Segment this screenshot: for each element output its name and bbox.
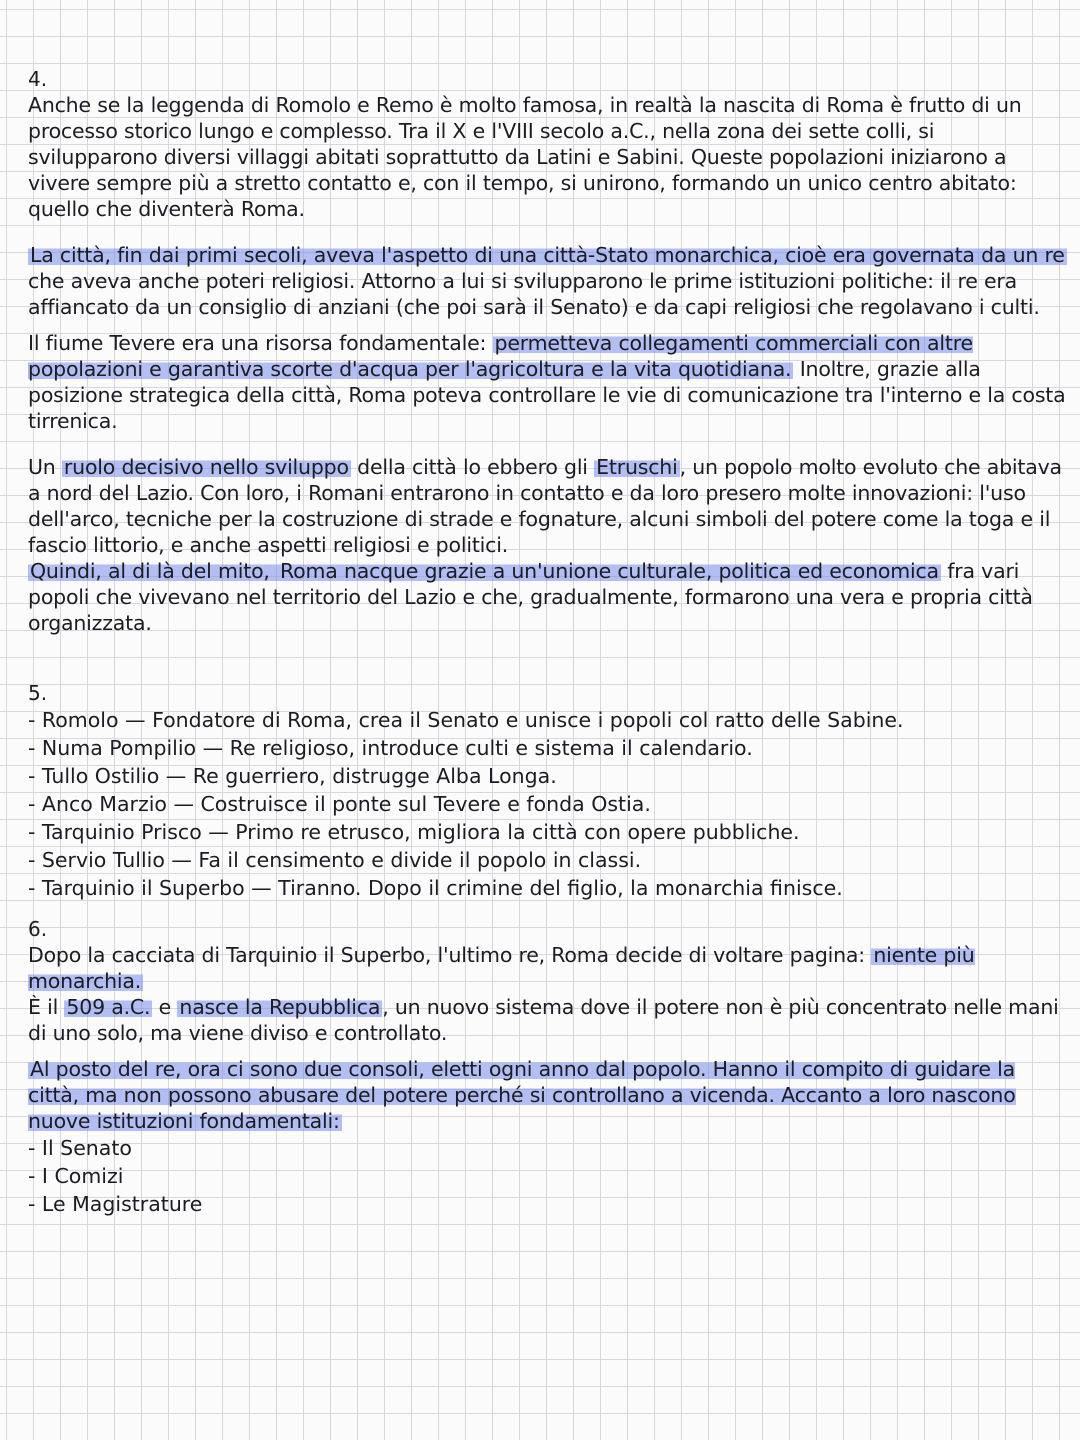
list-item: - Il Senato [28,1134,1068,1162]
highlight-roma-nacque: Roma nacque grazie a un'unione culturale, politica ed economica [280,559,939,583]
section-6-paragraph-3 [28,1056,1068,1134]
list-item: - Tarquinio Prisco — Primo re etrusco, migliora la città con opere pubbliche. [28,818,1068,846]
highlight-etruschi: Etruschi [596,455,678,479]
section-4-paragraph-4: Un ruolo decisivo nello sviluppo della città lo ebbero gli Etruschi, un popolo molto evoluto che abitava a nord del Lazio. Con loro, i Romani entrarono in contatto e da loro presero molte innovazioni: l'uso dell'arco, tecniche per la costruzione di strade e fognature, alcuni simboli del potere come la toga e il fascio littorio, e anche aspetti religiosi e politici. [28,455,1062,557]
section-5-number: 5. [28,681,48,705]
list-item: - Tarquinio il Superbo — Tiranno. Dopo il crimine del figlio, la monarchia finisce. [28,874,1068,902]
section-6-number: 6. [28,917,48,941]
list-item: - Numa Pompilio — Re religioso, introduce culti e sistema il calendario. [28,734,1068,762]
highlight-509: 509 a.C. [66,995,151,1019]
institutions-list [28,1134,1068,1218]
section-4-paragraph-5: Quindi, al di là del mito, Roma nacque grazie a un'unione culturale, politica ed economica fra vari popoli che vivevano nel territorio del Lazio e che, gradualmente, formarono una vera e propria città organizzata. [28,559,1033,635]
list-item: - Anco Marzio — Costruisce il ponte sul Tevere e fonda Ostia. [28,790,1068,818]
section-6-paragraph-2: È il 509 a.C. e nasce la Repubblica, un nuovo sistema dove il potere non è più concentrato nelle mani di uno solo, ma viene diviso e controllato. [28,995,1059,1045]
list-item: - Le Magistrature [28,1190,1068,1218]
highlight-repubblica: nasce la Repubblica [179,995,381,1019]
list-item: - I Comizi [28,1162,1068,1190]
highlight-niente-monarchia: niente più monarchia. [28,943,975,993]
notes-page [28,66,1068,1218]
list-item: - Servio Tullio — Fa il censimento e divide il popolo in classi. [28,846,1068,874]
section-6-paragraph-1: Dopo la cacciata di Tarquinio il Superbo, l'ultimo re, Roma decide di voltare pagina: niente più monarchia. [28,943,975,993]
highlight-tevere: permetteva collegamenti commerciali con altre popolazioni e garantiva scorte d'acqua per l'agricoltura e la vita quotidiana. [28,331,973,381]
section-4-paragraph-3: Il fiume Tevere era una risorsa fondamentale: permetteva collegamenti commerciali con altre popolazioni e garantiva scorte d'acqua per l'agricoltura e la vita quotidiana. Inoltre, grazie alla posizione strategica della città, Roma poteva controllare le vie di comunicazione tra l'interno e la costa tirrenica. [28,331,1066,433]
section-4-paragraph-2: La città, fin dai primi secoli, aveva l'aspetto di una città-Stato monarchica, cioè era governata da un re che aveva anche poteri religiosi. Attorno a lui si svilupparono le prime istituzioni politiche: il re era affiancato da un consiglio di anziani (che poi sarà il Senato) e da capi religiosi che regolavano i culti. [28,243,1065,319]
list-item: - Romolo — Fondatore di Roma, crea il Senato e unisce i popoli col ratto delle Sabine. [28,706,1068,734]
list-item: - Tullo Ostilio — Re guerriero, distrugge Alba Longa. [28,762,1068,790]
section-4-number: 4. [28,67,48,91]
highlight-city-state: La città, fin dai primi secoli, aveva l'aspetto di una città-Stato monarchica, cioè era governata da un re [30,243,1065,267]
highlight-ruolo: ruolo decisivo nello sviluppo [63,455,349,479]
kings-list [28,706,1068,902]
highlight-consoli: Al posto del re, ora ci sono due consoli, eletti ogni anno dal popolo. Hanno il compito di guidare la città, ma non possono abusare del potere perché si controllano a vicenda. Accanto a loro nascono nuove istituzioni fondamentali: [28,1057,1016,1133]
section-4-paragraph-1: Anche se la leggenda di Romolo e Remo è molto famosa, in realtà la nascita di Roma è frutto di un processo storico lungo e complesso. Tra il X e l'VIII secolo a.C., nella zona dei sette colli, si svilupparono diversi villaggi abitati soprattutto da Latini e Sabini. Queste popolazioni iniziarono a vivere sempre più a stretto contatto e, con il tempo, si unirono, formando un unico centro abitato: quello che diventerà Roma. [28,93,1022,221]
